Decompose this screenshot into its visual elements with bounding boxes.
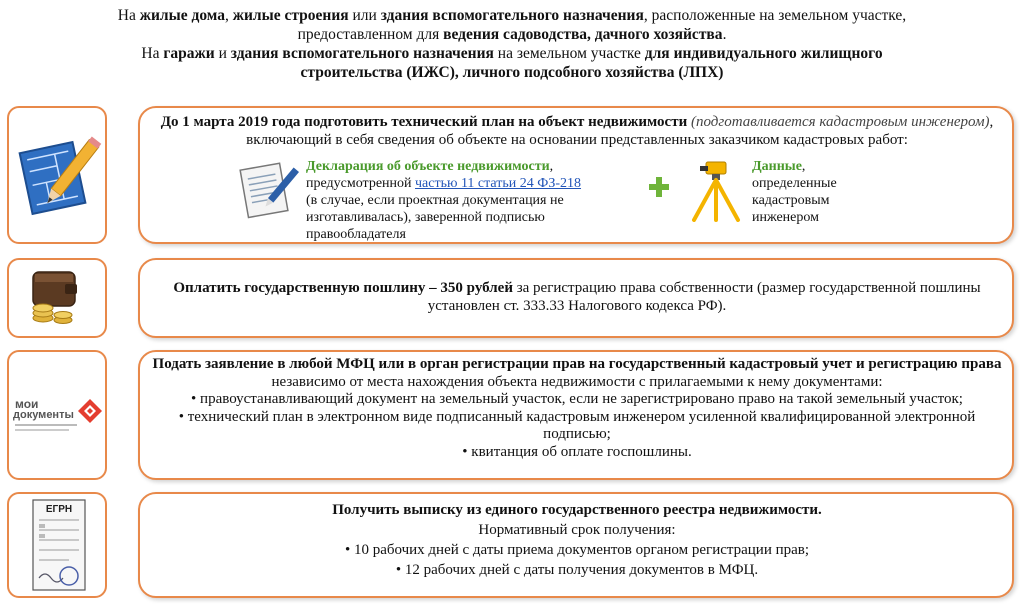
step2-box [138, 258, 1014, 338]
list-item: • 10 рабочих дней с даты приема документов органом регистрации прав; [148, 540, 1006, 560]
list-item: • квитанция об оплате госпошлины. [148, 444, 1006, 462]
step4-text: Получить выписку из единого государственного реестра недвижимости. Нормативный срок получения: • 10 рабочих дней с даты приема документов органом регистрации прав; • 12 рабочих дней с даты получения документов в МФЦ. [148, 500, 1006, 580]
intro-text [20, 6, 1004, 82]
list-item: • правоустанавливающий документ на земельный участок, если не зарегистрировано право на такой земельный участок; [148, 391, 1006, 409]
step1-heading: До 1 марта 2019 года подготовить технический план на объект недвижимости (подготавливается кадастровым инженером), включающий в себя сведения об объекте на основании представленных заказчиком кадастровых работ: [160, 114, 994, 148]
plus-icon [648, 176, 670, 198]
theodolite-tripod-icon [686, 158, 746, 222]
law-link[interactable]: частью 11 статьи 24 ФЗ-218 [415, 176, 582, 191]
egrn-document-icon [9, 494, 105, 596]
declaration-text: Декларация об объекте недвижимости, предусмотренной частью 11 статьи 24 ФЗ-218 (в случае, если проектная документация не изготавливалась), заверенной подписью правообладателя [306, 159, 582, 242]
step2-text: Оплатить государственную пошлину – 350 рублей за регистрацию права собственности (размер государственной пошлины установлен ст. 333.33 Налогового кодекса РФ). [173, 280, 981, 314]
step1-box [138, 106, 1014, 244]
intro-line-1: На жилые дома, жилые строения или здания вспомогательного назначения, расположенные на земельном участке, [117, 7, 907, 24]
intro-line-3: На гаражи и здания вспомогательного назначения на земельном участке для индивидуального жилищного [141, 45, 883, 62]
list-item: • технический план в электронном виде подписанный кадастровым инженером усиленной квалифицированной электронной подписью; [148, 409, 1006, 444]
surveyor-data-text: Данные, определенные кадастровым инженером [752, 159, 837, 225]
step4-terms-list [148, 540, 1006, 580]
step4-icon-box [7, 492, 107, 598]
declaration-pen-icon [236, 160, 300, 220]
blueprint-pencil-icon [9, 108, 105, 242]
moi-dokumenty-emblem-icon [77, 398, 103, 424]
intro-line-2: предоставленном для ведения садоводства, дачного хозяйства. [297, 26, 727, 43]
step3-text: Подать заявление в любой МФЦ или в орган регистрации прав на государственный кадастровый учет и регистрацию права независимо от места нахождения объекта недвижимости с прилагаемыми к нему документами: • правоустанавливающий документ на земельный участок, если не зарегистрировано право на такой земельный участок; • технический план в электронном виде подписанный кадастровым инженером усиленной квалифицированной электронной подписью; • квитанция об оплате госпошлины. [148, 356, 1006, 461]
step2-icon-box [7, 258, 107, 338]
egrn-title: ЕГРН [45, 504, 73, 515]
step1-icon-box [7, 106, 107, 244]
moi-dokumenty-logo: мои документы [11, 398, 103, 438]
wallet-coins-icon [9, 260, 105, 336]
step3-icon-box [7, 350, 107, 480]
step3-box [138, 350, 1014, 480]
intro-line-4: строительства (ИЖС), личного подсобного хозяйства (ЛПХ) [300, 64, 724, 81]
step3-documents-list [148, 391, 1006, 461]
list-item: • 12 рабочих дней с даты получения документов в МФЦ. [148, 560, 1006, 580]
step4-box [138, 492, 1014, 598]
